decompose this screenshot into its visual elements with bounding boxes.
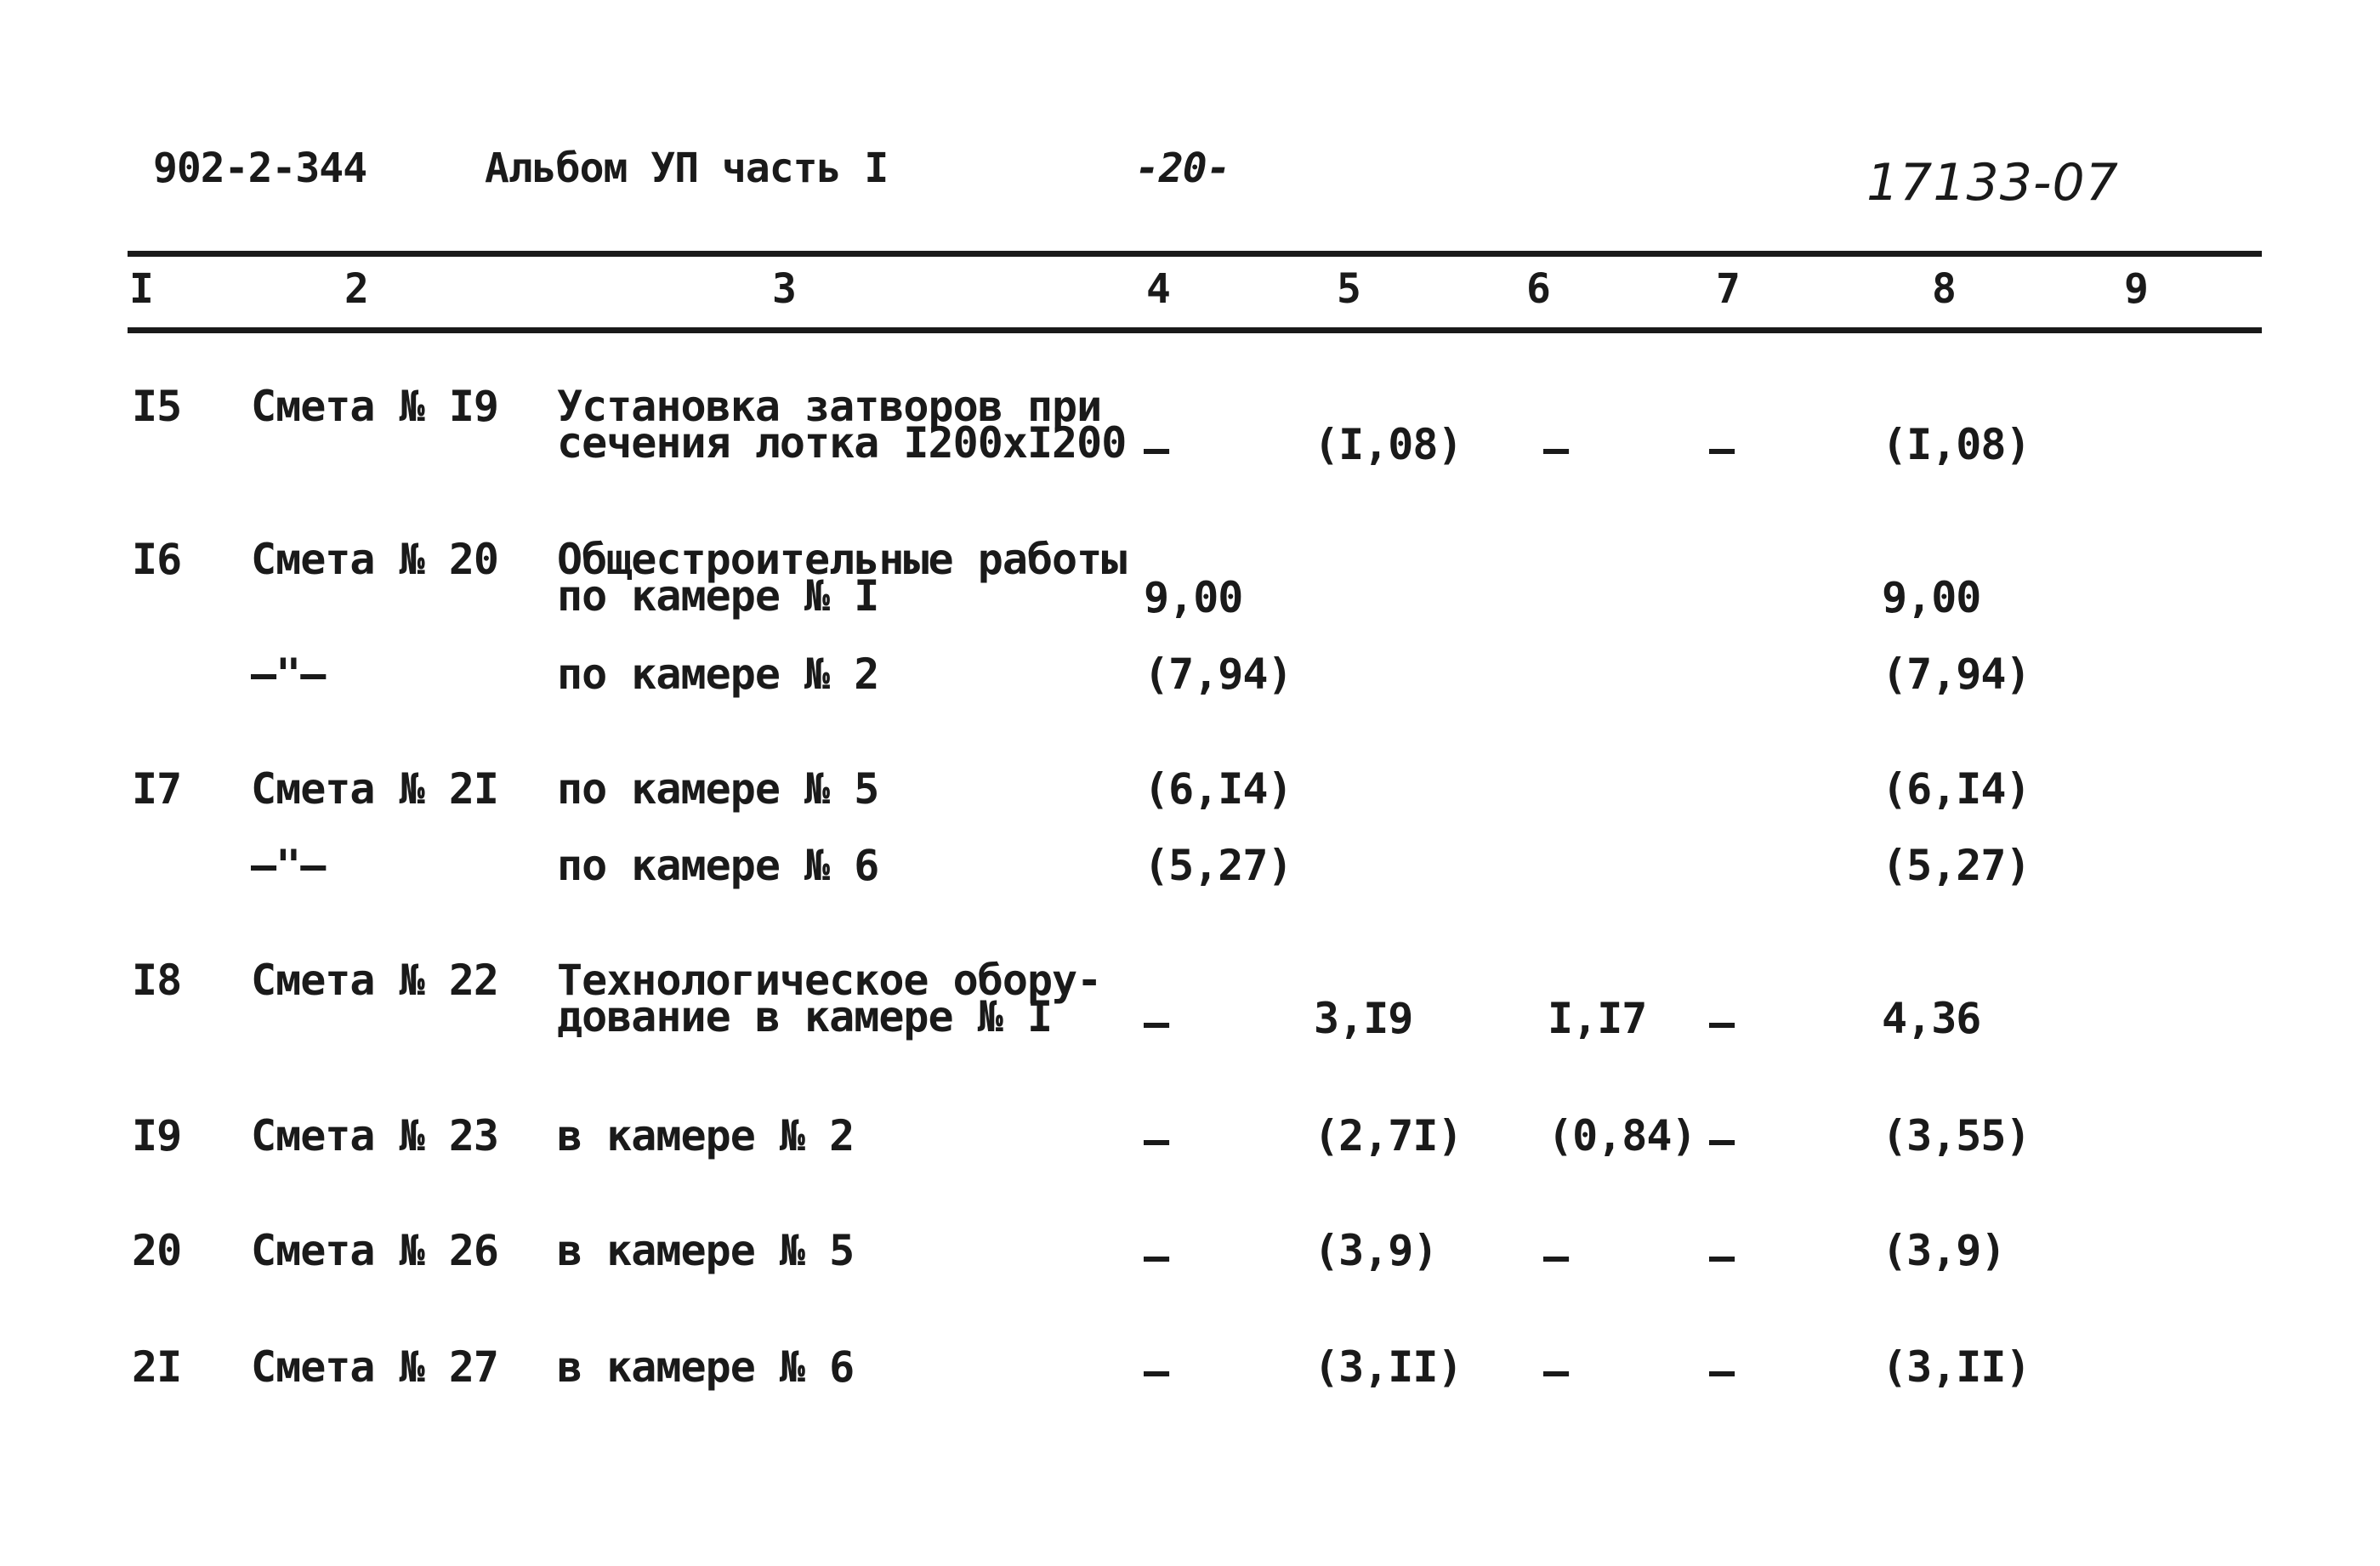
column-number-3: 3 — [772, 265, 797, 313]
estimate-ref: –"– — [251, 841, 326, 890]
page-number: -20- — [1135, 145, 1230, 192]
cell-col5: (3,II) — [1314, 1342, 1463, 1392]
column-number-5: 5 — [1337, 265, 1361, 313]
estimate-ref: Смета № 2I — [251, 764, 499, 814]
column-number-1: I — [129, 265, 154, 313]
column-number-8: 8 — [1932, 265, 1957, 313]
row-number: I9 — [132, 1111, 182, 1160]
estimate-ref: Смета № 27 — [251, 1342, 499, 1392]
cell-col8: (5,27) — [1882, 841, 2031, 890]
cell-col6: – — [1543, 1232, 1569, 1281]
row-number: I7 — [132, 764, 182, 814]
cell-col6: – — [1543, 1347, 1569, 1396]
cell-col4: (5,27) — [1144, 841, 1292, 890]
estimate-ref: Смета № 23 — [251, 1111, 499, 1160]
column-number-9: 9 — [2124, 265, 2149, 313]
cell-col8: (3,II) — [1882, 1342, 2031, 1392]
cell-col4: (6,I4) — [1144, 764, 1292, 814]
row-number: I5 — [132, 382, 182, 431]
cell-col8: (3,55) — [1882, 1111, 2031, 1160]
cell-col4: – — [1144, 998, 1169, 1047]
cell-col5: (I,08) — [1314, 420, 1463, 469]
estimate-ref: Смета № 26 — [251, 1226, 499, 1275]
cell-col7: – — [1709, 1347, 1735, 1396]
row-number: I8 — [132, 956, 182, 1005]
description-line: Установка затворов при — [557, 382, 1102, 431]
description-line: Технологическое обору- — [557, 956, 1102, 1005]
cell-col5: (3,9) — [1314, 1226, 1438, 1275]
cell-col7: – — [1709, 1115, 1735, 1165]
description: в камере № 2 — [557, 1111, 855, 1160]
table-top-rule — [128, 251, 2262, 257]
row-number: I6 — [132, 535, 182, 584]
cell-col4: – — [1144, 1232, 1169, 1281]
cell-col4: 9,00 — [1144, 573, 1243, 622]
cell-col6: (0,84) — [1548, 1111, 1696, 1160]
cell-col5: 3,I9 — [1314, 994, 1413, 1043]
cell-col7: – — [1709, 1232, 1735, 1281]
description: в камере № 6 — [557, 1342, 855, 1392]
column-number-2: 2 — [344, 265, 369, 313]
cell-col4: – — [1144, 1347, 1169, 1396]
column-number-7: 7 — [1716, 265, 1741, 313]
cell-col7: – — [1709, 998, 1735, 1047]
cell-col8: (6,I4) — [1882, 764, 2031, 814]
album-title: Альбом УП часть I — [485, 145, 889, 192]
column-number-6: 6 — [1526, 265, 1551, 313]
description: по камере № 6 — [557, 841, 879, 890]
cell-col4: – — [1144, 424, 1169, 474]
cell-col6: – — [1543, 424, 1569, 474]
estimate-ref: Смета № I9 — [251, 382, 499, 431]
cell-col7: – — [1709, 424, 1735, 474]
estimate-ref: Смета № 20 — [251, 535, 499, 584]
cell-col8: (I,08) — [1882, 420, 2031, 469]
description-line: по камере № I — [557, 571, 879, 621]
cell-col6: I,I7 — [1548, 994, 1647, 1043]
description: по камере № 2 — [557, 650, 879, 699]
estimate-ref: Смета № 22 — [251, 956, 499, 1005]
cell-col4: (7,94) — [1144, 650, 1292, 699]
description-line: Общестроительные работы — [557, 535, 1127, 584]
estimate-ref: –"– — [251, 650, 326, 699]
document-number: 902-2-344 — [153, 145, 367, 192]
column-number-4: 4 — [1146, 265, 1171, 313]
cell-col5: (2,7I) — [1314, 1111, 1463, 1160]
description-line: сечения лотка I200хI200 — [557, 418, 1127, 468]
cell-col4: – — [1144, 1115, 1169, 1165]
description: по камере № 5 — [557, 764, 879, 814]
cell-col8: 4,36 — [1882, 994, 1981, 1043]
row-number: 2I — [132, 1342, 182, 1392]
cell-col8: (3,9) — [1882, 1226, 2006, 1275]
reference-number: 17133-07 — [1866, 153, 2119, 213]
row-number: 20 — [132, 1226, 182, 1275]
cell-col8: (7,94) — [1882, 650, 2031, 699]
cell-col8: 9,00 — [1882, 573, 1981, 622]
table-header-rule — [128, 327, 2262, 333]
description-line: дование в камере № I — [557, 992, 1053, 1041]
description: в камере № 5 — [557, 1226, 855, 1275]
